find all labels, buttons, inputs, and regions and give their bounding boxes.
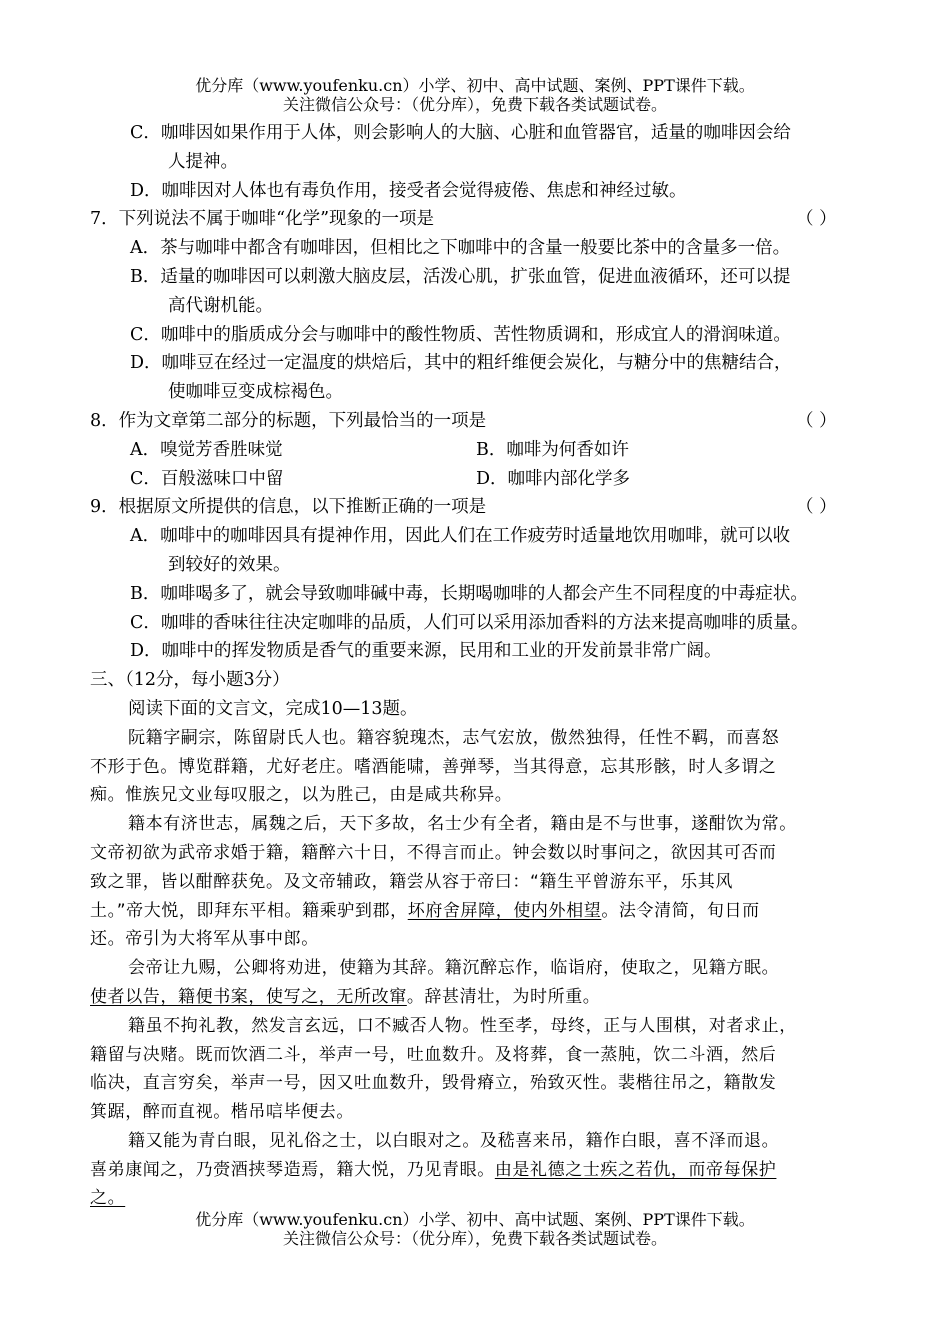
passage-p4-line-3: 临决，直言穷矣，举声一号，因又吐血数升，毁骨瘠立，殆致灭性。裴楷往吊之，籍散发 (90, 1073, 777, 1094)
q7-option-d: D．咖啡豆在经过一定温度的烘焙后，其中的粗纤维便会炭化，与糖分中的焦糖结合， (130, 353, 792, 374)
q8-options-row-1 (90, 436, 880, 465)
q7-option-d-cont: 使咖啡豆变成棕褐色。 (168, 382, 343, 403)
underlined-sentence-1: 坏府舍屏障，使内外相望 (407, 900, 602, 921)
passage-p5-line-3 (90, 1184, 880, 1213)
underlined-sentence-2: 使者以告，籍便书案，使写之，无所改窜 (90, 986, 407, 1007)
q8-option-c: C．百般滋味口中留 (130, 468, 284, 489)
passage-p2-line-5: 还。帝引为大将军从事中郎。 (90, 929, 319, 950)
q7-option-a: A．茶与咖啡中都含有咖啡因，但相比之下咖啡中的含量一般要比茶中的含量多一倍。 (130, 238, 791, 259)
q7-stem (90, 205, 880, 234)
passage-p2-line-4-a: 土。”帝大悦，即拜东平相。籍乘驴到郡， (90, 900, 408, 921)
q6-option-c-cont: 人提神。 (168, 151, 238, 172)
passage-p5-line-1: 籍又能为青白眼，见礼俗之士，以白眼对之。及嵇喜来吊，籍作白眼，喜不泽而退。 (128, 1130, 780, 1151)
q9-stem-text: 9．根据原文所提供的信息，以下推断正确的一项是 (90, 497, 487, 518)
q9-stem (90, 493, 880, 522)
q7-answer-paren: （ ） (796, 209, 837, 230)
exam-content (90, 119, 880, 1213)
passage-p4-line-4: 箕踞，醉而直视。楷吊唁毕便去。 (90, 1102, 354, 1123)
passage-p3-line-1: 会帝让九赐，公卿将劝进，使籍为其辞。籍沉醉忘作，临诣府，使取之，见籍方眠。 (128, 958, 780, 979)
underlined-sentence-3-end: 之。 (90, 1188, 126, 1209)
q8-option-b: B．咖啡为何香如许 (476, 439, 629, 460)
q9-option-d: D．咖啡中的挥发物质是香气的重要来源，民用和工业的开发前景非常广阔。 (130, 641, 722, 662)
passage-p2-line-2: 文帝初欲为武帝求婚于籍，籍醉六十日，不得言而止。钟会数以时事问之，欲因其可否而 (90, 842, 777, 863)
page-header (0, 76, 950, 114)
q9-answer-paren: （ ） (796, 497, 837, 518)
passage-p2-line-4-b: 。法令清简，旬日而 (601, 900, 760, 921)
page-footer (0, 1210, 950, 1248)
q7-option-c: C．咖啡中的脂质成分会与咖啡中的酸性物质、苦性物质调和，形成宜人的滑润味道。 (130, 324, 791, 345)
q6-option-d: D．咖啡因对人体也有毒负作用，接受者会觉得疲倦、焦虑和神经过敏。 (130, 180, 687, 201)
q8-option-d: D．咖啡内部化学多 (476, 468, 631, 489)
passage-p5-line-2-a: 喜弟康闻之，乃赍酒挟琴造焉，籍大悦，乃见青眼。 (90, 1159, 495, 1180)
q7-stem-text: 7．下列说法不属于咖啡“化学”现象的一项是 (90, 209, 435, 230)
passage-p2-line-3: 致之罪，皆以酣醉获免。及文帝辅政，籍尝从容于帝曰：“籍生平曾游东平，乐其风 (90, 871, 734, 892)
q7-option-b: B．适量的咖啡因可以刺激大脑皮层，活泼心肌，扩张血管，促进血液循环，还可以提 (130, 266, 791, 287)
q9-option-a: A．咖啡中的咖啡因具有提神作用，因此人们在工作疲劳时适量地饮用咖啡，就可以收 (130, 526, 791, 547)
q9-option-a-cont: 到较好的效果。 (168, 554, 291, 575)
passage-p3-line-2 (90, 983, 880, 1012)
passage-p5-line-2 (90, 1156, 880, 1185)
q7-option-b-cont: 高代谢机能。 (168, 295, 273, 316)
q8-option-a: A．嗅觉芳香胜味觉 (130, 439, 283, 460)
q8-stem (90, 407, 880, 436)
section-3-intro: 阅读下面的文言文，完成10—13题。 (128, 698, 418, 719)
footer-line-1: 优分库（www.youfenku.cn）小学、初中、高中试题、案例、PPT课件下载。 (195, 1210, 755, 1229)
q9-option-b: B．咖啡喝多了，就会导致咖啡碱中毒，长期喝咖啡的人都会产生不同程度的中毒症状。 (130, 583, 808, 604)
passage-p1-line-2: 不形于色。博览群籍，尤好老庄。嗜酒能啸，善弹琴，当其得意，忘其形骸，时人多谓之 (90, 756, 777, 777)
passage-p1-line-1: 阮籍字嗣宗，陈留尉氏人也。籍容貌瑰杰，志气宏放，傲然独得，任性不羁，而喜怒 (128, 727, 780, 748)
q8-answer-paren: （ ） (796, 410, 837, 431)
passage-p2-line-1: 籍本有济世志，属魏之后，天下多故，名士少有全者，籍由是不与世事，遂酣饮为常。 (128, 814, 797, 835)
q9-option-c: C．咖啡的香味往往决定咖啡的品质，人们可以采用添加香料的方法来提高咖啡的质量。 (130, 612, 809, 633)
footer-line-2: 关注微信公众号：（优分库），免费下载各类试题试卷。 (282, 1229, 667, 1248)
classical-passage (90, 724, 880, 1214)
passage-p1-line-3: 痴。惟族兄文业每叹服之，以为胜己，由是咸共称异。 (90, 785, 513, 806)
header-line-1: 优分库（www.youfenku.cn）小学、初中、高中试题、案例、PPT课件下载。 (195, 76, 755, 95)
q6-option-c: C．咖啡因如果作用于人体，则会影响人的大脑、心脏和血管器官，适量的咖啡因会给 (130, 123, 791, 143)
passage-p4-line-2: 籍留与决赌。既而饮酒二斗，举声一号，吐血数升。及将葬，食一蒸肫，饮二斗酒，然后 (90, 1044, 777, 1065)
underlined-sentence-3: 由是礼德之士疾之若仇，而帝每保护 (494, 1159, 777, 1180)
passage-p4-line-1: 籍虽不拘礼教，然发言玄远，口不臧否人物。性至孝，母终，正与人围棋，对者求止， (128, 1015, 797, 1036)
header-line-2: 关注微信公众号：（优分库），免费下载各类试题试卷。 (282, 95, 667, 114)
q8-options-row-2 (90, 465, 880, 494)
passage-p2-line-4 (90, 897, 880, 926)
q8-stem-text: 8．作为文章第二部分的标题，下列最恰当的一项是 (90, 410, 487, 431)
section-3-title: 三、（12分，每小题3分） (90, 670, 290, 691)
passage-p3-line-2-b: 。辞甚清壮，为时所重。 (406, 986, 601, 1007)
